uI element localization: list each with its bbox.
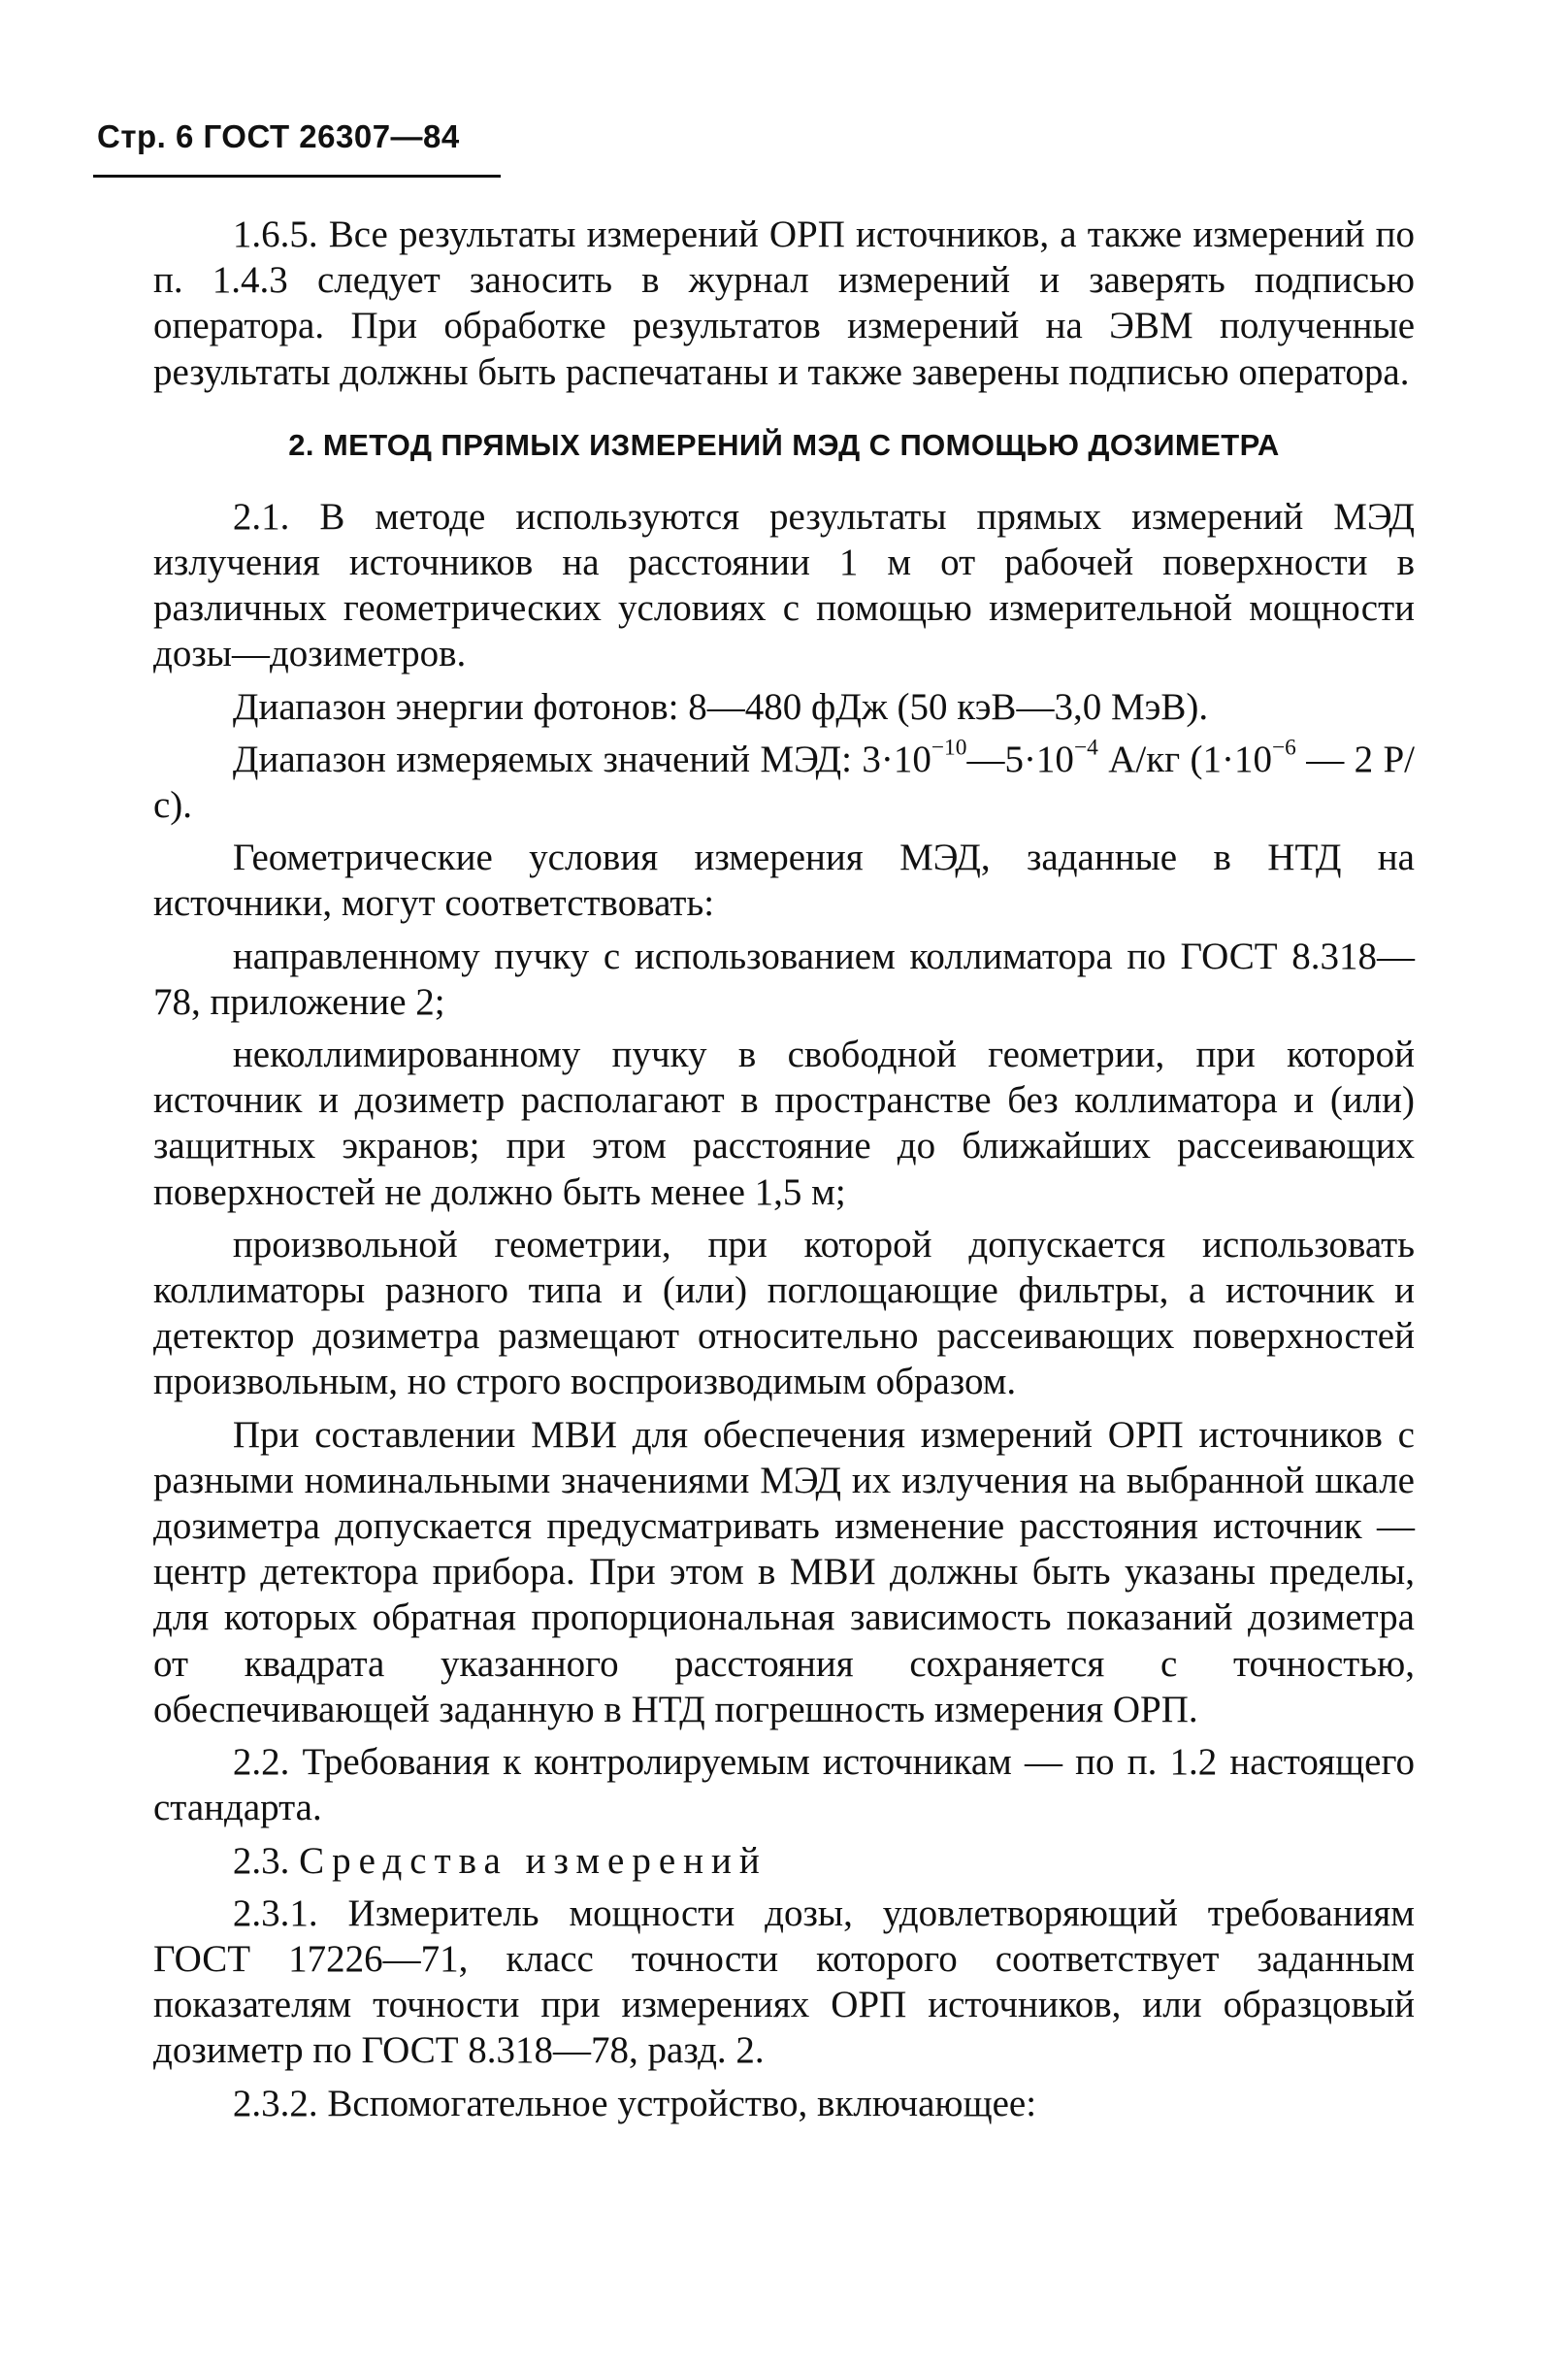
section-heading-2: 2. МЕТОД ПРЯМЫХ ИЗМЕРЕНИЙ МЭД С ПОМОЩЬЮ ДОЗИМЕТРА — [288, 427, 1280, 462]
paragraph-2-3 — [153, 1838, 1415, 1884]
dose-range-mid-2: А/кг (1·10 — [1097, 738, 1272, 780]
dose-range-prefix: Диапазон измеряемых значений МЭД: 3·10 — [232, 738, 931, 780]
paragraph-mvi: При составлении МВИ для обеспечения измерений ОРП источников с разными номинальными значениями МЭД их излучения на выбранной шкале дозиметра допускается предусматривать изменение расстояния источник — центр детектора прибора. При этом в МВИ должны быть указаны пределы, для которых обратная пропорциональная зависимость показаний дозиметра от квадрата указанного расстояния сохраняется с точностью, обеспечивающей заданную в НТД погрешность измерения ОРП. — [153, 1413, 1415, 1730]
document-body — [153, 212, 1415, 2133]
paragraph-arbitrary-geometry: произвольной геометрии, при которой допускается использовать коллиматоры разного типа и (или) поглощающие фильтры, а источник и детектор дозиметра размещают относительно рассеивающих поверхностей произвольным, но строго воспроизводимым образом. — [153, 1223, 1415, 1403]
section-2-3-number: 2.3. — [232, 1839, 290, 1882]
page-header: Стр. 6 ГОСТ 26307—84 — [97, 118, 460, 154]
dose-range-exp-2: −4 — [1073, 735, 1098, 761]
header-rule — [93, 175, 501, 178]
paragraph-2-3-1: 2.3.1. Измеритель мощности дозы, удовлетворяющий требованиям ГОСТ 17226—71, класс точности которого соответствует заданным показателям точности при измерениях ОРП источников, или образцовый дозиметр по ГОСТ 8.318—78, разд. 2. — [153, 1891, 1415, 2072]
paragraph-uncollimated-beam: неколлимированному пучку в свободной геометрии, при которой источник и дозиметр располагают в пространстве без коллиматора и (или) защитных экранов; при этом расстояние до ближайших рассеивающих поверхностей не должно быть менее 1,5 м; — [153, 1034, 1415, 1213]
paragraph-2-3-2: 2.3.2. Вспомогательное устройство, включающее: — [232, 2082, 1037, 2124]
paragraph-1-6-5: 1.6.5. Все результаты измерений ОРП источников, а также измерений по п. 1.4.3 следует заносить в журнал измерений и заверять подписью оператора. При обработке результатов измерений на ЭВМ полученные результаты должны быть распечатаны и также заверены подписью оператора. — [153, 214, 1415, 393]
dose-range-suffix: — 2 Р/с). — [153, 738, 1415, 827]
paragraph-dose-range — [153, 737, 1415, 828]
paragraph-2-2: 2.2. Требования к контролируемым источникам — по п. 1.2 настоящего стандарта. — [153, 1741, 1415, 1829]
paragraph-geometry-intro: Геометрические условия измерения МЭД, заданные в НТД на источники, могут соответствовать: — [153, 837, 1415, 925]
section-2-3-title: Средства измерений — [299, 1839, 768, 1882]
dose-range-mid: —5·10 — [966, 738, 1074, 780]
paragraph-2-1: 2.1. В методе используются результаты прямых измерений МЭД излучения источников на расстоянии 1 м от рабочей поверхности в различных геометрических условиях с помощью измерительной мощности дозы—дозиметров. — [153, 495, 1415, 675]
paragraph-energy-range: Диапазон энергии фотонов: 8—480 фДж (50 кэВ—3,0 МэВ). — [232, 685, 1209, 728]
paragraph-directed-beam: направленному пучку с использованием коллиматора по ГОСТ 8.318—78, приложение 2; — [153, 935, 1415, 1023]
dose-range-exp-1: −10 — [931, 735, 967, 761]
dose-range-exp-3: −6 — [1271, 735, 1296, 761]
